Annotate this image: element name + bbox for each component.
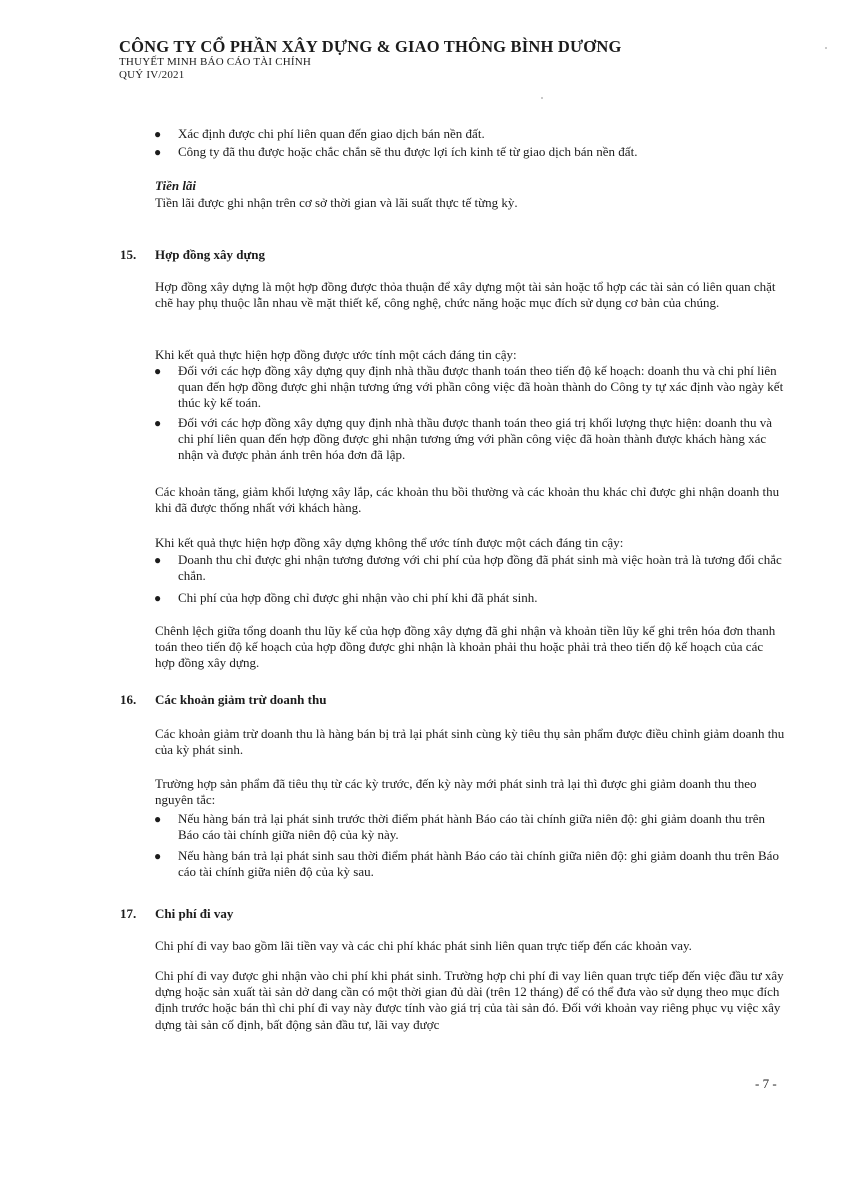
list-item [154,144,786,160]
bullet-icon: ● [154,849,162,863]
list-item-text: Nếu hàng bán trả lại phát sinh sau thời điểm phát hành Báo cáo tài chính giữa niên độ: ghi giảm doanh thu trên Báo cáo tài chính giữa niên độ của kỳ sau. [178,848,779,880]
report-period: QUÝ IV/2021 [119,69,185,81]
page-number: - 7 - [755,1076,777,1091]
list-item [154,363,786,412]
paragraph: Hợp đồng xây dựng là một hợp đồng được thỏa thuận để xây dựng một tài sản hoặc tổ hợp các tài sản có liên quan chặt chẽ hay phụ thuộc lẫn nhau về mặt thiết kế, công nghệ, chức năng hoặc mục đích sử dụng cơ bản của chúng. [155,279,776,311]
section-number: 15. [120,247,137,262]
list-item [154,811,786,843]
list-item-text: Nếu hàng bán trả lại phát sinh trước thời điểm phát hành Báo cáo tài chính giữa niên độ: ghi giảm doanh thu trên Báo cáo tài chính giữa niên độ của kỳ này. [178,811,766,843]
list-item-text: Chi phí của hợp đồng chỉ được ghi nhận vào chi phí khi đã phát sinh. [178,590,538,605]
list-item-text: Doanh thu chỉ được ghi nhận tương đương với chi phí của hợp đồng đã phát sinh mà việc hoàn trả là tương đối chắc chắn. [178,552,782,584]
list-item-text: Đối với các hợp đồng xây dựng quy định nhà thầu được thanh toán theo tiến độ kế hoạch: doanh thu và chi phí liên quan đến hợp đồng được ghi nhận tương ứng với phần công việc đã hoàn thành do Công ty tự xác định vào ngày kết thúc kỳ kế toán. [178,363,784,411]
document-title: THUYẾT MINH BÁO CÁO TÀI CHÍNH [119,56,312,68]
bullet-icon: ● [154,812,162,826]
scan-speck [541,97,543,99]
bullet-icon: ● [154,591,162,605]
company-name: CÔNG TY CỔ PHẦN XÂY DỰNG & GIAO THÔNG BÌNH DƯƠNG [119,37,622,56]
section-title: Các khoản giảm trừ doanh thu [155,692,327,707]
paragraph: Chênh lệch giữa tổng doanh thu lũy kế của hợp đồng xây dựng đã ghi nhận và khoản tiền lũy kế ghi trên hóa đơn thanh toán theo tiến độ kế hoạch của hợp đồng được ghi nhận là khoản phải thu hoặc phải trả theo tiến độ kế hoạch của các hợp đồng xây dựng. [155,623,776,671]
paragraph: Trường hợp sản phẩm đã tiêu thụ từ các kỳ trước, đến kỳ này mới phát sinh trả lại thì được ghi giảm doanh thu theo nguyên tắc: [155,776,757,808]
paragraph: Khi kết quả thực hiện hợp đồng xây dựng không thể ước tính được một cách đáng tin cậy: [155,535,624,550]
section-title: Chi phí đi vay [155,906,234,921]
paragraph: Các khoản tăng, giảm khối lượng xây lắp, các khoản thu bồi thường và các khoản thu khác chỉ được ghi nhận doanh thu khi đã được thống nhất với khách hàng. [155,484,780,516]
list-item-text: Công ty đã thu được hoặc chắc chắn sẽ thu được lợi ích kinh tế từ giao dịch bán nền đất. [178,144,638,159]
section-number: 16. [120,692,137,707]
scan-speck [825,47,827,49]
bullet-icon: ● [154,127,162,141]
interest-title: Tiền lãi [155,178,197,193]
section-title: Hợp đồng xây dựng [155,247,266,262]
bullet-icon: ● [154,364,162,378]
bullet-icon: ● [154,145,162,159]
page-header [119,37,621,82]
list-item [154,415,786,464]
paragraph: Các khoản giảm trừ doanh thu là hàng bán bị trả lại phát sinh cùng kỳ tiêu thụ sản phẩm được điều chỉnh giảm doanh thu của kỳ phát sinh. [155,726,785,758]
list-item [154,590,786,606]
bullet-icon: ● [154,416,162,430]
list-item [154,552,786,584]
bullet-icon: ● [154,553,162,567]
list-item-text: Xác định được chi phí liên quan đến giao dịch bán nền đất. [178,126,485,141]
list-item [154,848,786,880]
list-item-text: Đối với các hợp đồng xây dựng quy định nhà thầu được thanh toán theo giá trị khối lượng thực hiện: doanh thu và chi phí liên quan đến hợp đồng được ghi nhận tương ứng với phần công việc đã hoàn thành được khách hàng xác nhận và được phản ánh trên hóa đơn đã lập. [178,415,772,463]
paragraph: Chi phí đi vay bao gồm lãi tiền vay và các chi phí khác phát sinh liên quan trực tiếp đến các khoản vay. [155,938,692,953]
section-number: 17. [120,906,137,921]
paragraph: Khi kết quả thực hiện hợp đồng được ước tính một cách đáng tin cậy: [155,347,517,362]
paragraph: Chi phí đi vay được ghi nhận vào chi phí khi phát sinh. Trường hợp chi phí đi vay liên quan trực tiếp đến việc đầu tư xây dựng hoặc sản xuất tài sản dở dang cần có một thời gian đủ dài (trên 12 tháng) để có thể đưa vào sử dụng theo mục đích định trước hoặc bán thì chi phí đi vay này được tính vào giá trị của tài sản đó. Đối với khoản vay riêng phục vụ việc xây dựng tài sản cố định, bất động sản đầu tư, lãi vay được [155,968,784,1032]
paragraph: Tiền lãi được ghi nhận trên cơ sở thời gian và lãi suất thực tế từng kỳ. [155,195,518,210]
subsection-title [155,178,785,194]
list-item [154,126,786,142]
